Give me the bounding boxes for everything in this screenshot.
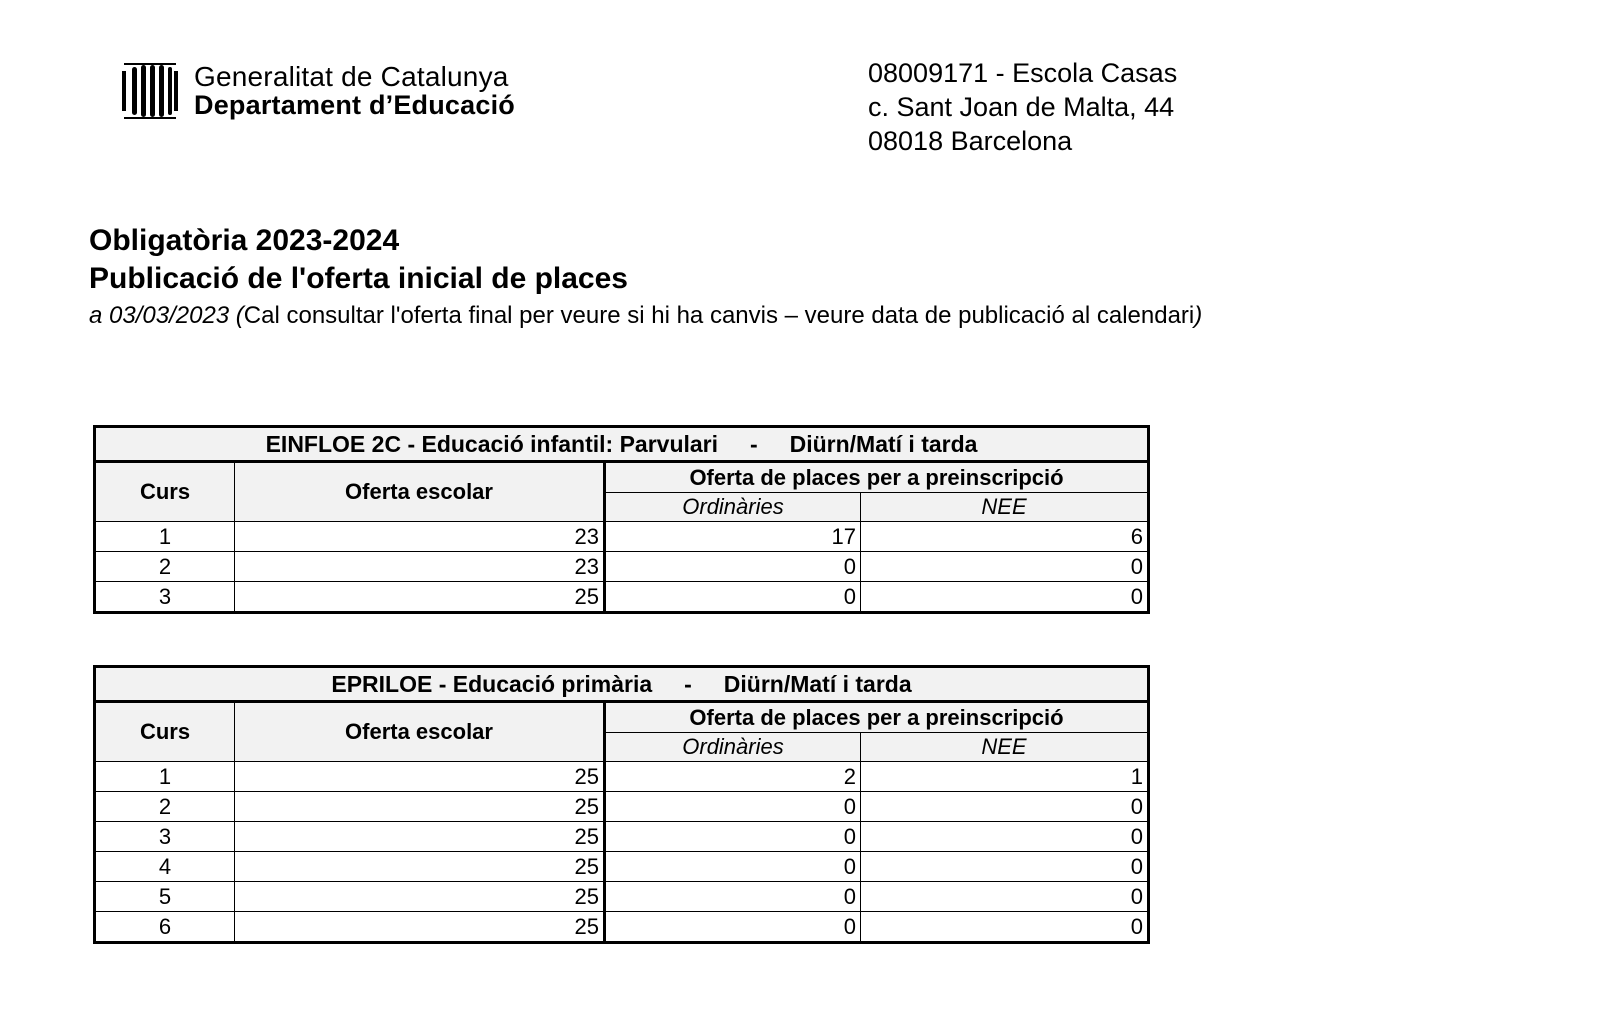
school-street: c. Sant Joan de Malta, 44 — [868, 92, 1175, 122]
table-title — [95, 427, 1149, 462]
table-schedule: Diürn/Matí i tarda — [789, 431, 978, 457]
publication-date: a 03/03/2023 ( — [89, 302, 244, 329]
table-row — [95, 852, 1149, 882]
table-row — [95, 762, 1149, 792]
table-title-text: EPRILOE - Educació primària — [331, 671, 653, 697]
header-ordinaries: Ordinàries — [605, 493, 861, 522]
header-nee: NEE — [861, 733, 1149, 762]
cell-curs: 4 — [95, 852, 235, 882]
logo-line-generalitat: Generalitat de Catalunya — [194, 60, 509, 92]
table-title-separator: - — [749, 431, 758, 457]
cell-ordinaries: 0 — [605, 822, 861, 852]
cell-ordinaries: 0 — [605, 852, 861, 882]
cell-ordinaries: 2 — [605, 762, 861, 792]
cell-oferta: 25 — [235, 882, 605, 912]
offer-table-primaria — [93, 665, 1150, 944]
header-nee: NEE — [861, 493, 1149, 522]
cell-nee: 0 — [861, 552, 1149, 582]
table-row — [95, 582, 1149, 613]
header-oferta-escolar: Oferta escolar — [235, 462, 605, 522]
cell-curs: 6 — [95, 912, 235, 943]
cell-oferta: 25 — [235, 852, 605, 882]
school-city: 08018 Barcelona — [868, 126, 1073, 156]
offer-table-infantil — [93, 425, 1150, 614]
cell-curs: 3 — [95, 822, 235, 852]
cell-oferta: 25 — [235, 822, 605, 852]
cell-ordinaries: 0 — [605, 552, 861, 582]
header-curs: Curs — [95, 702, 235, 762]
header-curs: Curs — [95, 462, 235, 522]
cell-ordinaries: 0 — [605, 912, 861, 943]
header-oferta-places: Oferta de places per a preinscripció — [605, 702, 1149, 733]
cell-curs: 3 — [95, 582, 235, 613]
cell-curs: 2 — [95, 792, 235, 822]
header-oferta-escolar: Oferta escolar — [235, 702, 605, 762]
cell-oferta: 25 — [235, 582, 605, 613]
table-row — [95, 792, 1149, 822]
school-name: 08009171 - Escola Casas — [868, 58, 1178, 88]
table-row — [95, 912, 1149, 943]
cell-oferta: 25 — [235, 792, 605, 822]
cell-ordinaries: 0 — [605, 882, 861, 912]
publication-note-text: Cal consultar l'oferta final per veure si hi ha canvis – veure data de publicació al calendari — [243, 302, 1195, 329]
cell-curs: 2 — [95, 552, 235, 582]
cell-curs: 1 — [95, 522, 235, 552]
cell-oferta: 23 — [235, 522, 605, 552]
senyera-emblem-icon — [120, 61, 180, 121]
cell-ordinaries: 17 — [605, 522, 861, 552]
page-subtitle: Publicació de l'oferta inicial de places — [89, 262, 628, 295]
header-ordinaries: Ordinàries — [605, 733, 861, 762]
cell-nee: 0 — [861, 792, 1149, 822]
table-title-separator: - — [684, 671, 692, 697]
document-headings — [89, 222, 1202, 332]
cell-oferta: 25 — [235, 762, 605, 792]
cell-oferta: 25 — [235, 912, 605, 943]
cell-nee: 0 — [861, 882, 1149, 912]
publication-note-close: ) — [1194, 302, 1203, 329]
table-title — [95, 667, 1149, 702]
cell-nee: 1 — [861, 762, 1149, 792]
table-schedule: Diürn/Matí i tarda — [723, 671, 912, 697]
page-title: Obligatòria 2023-2024 — [89, 224, 400, 257]
cell-nee: 0 — [861, 912, 1149, 943]
cell-curs: 1 — [95, 762, 235, 792]
logo-line-departament: Departament d’Educació — [194, 89, 515, 120]
table-row — [95, 522, 1149, 552]
cell-nee: 0 — [861, 822, 1149, 852]
header-oferta-places: Oferta de places per a preinscripció — [605, 462, 1149, 493]
generalitat-logo — [120, 61, 515, 121]
cell-oferta: 23 — [235, 552, 605, 582]
table-row — [95, 552, 1149, 582]
table-title-text: EINFLOE 2C - Educació infantil: Parvulari — [265, 431, 719, 457]
table-row — [95, 822, 1149, 852]
publication-note — [89, 300, 1202, 332]
cell-curs: 5 — [95, 882, 235, 912]
school-address — [868, 56, 1177, 158]
cell-ordinaries: 0 — [605, 792, 861, 822]
cell-nee: 6 — [861, 522, 1149, 552]
cell-nee: 0 — [861, 852, 1149, 882]
cell-ordinaries: 0 — [605, 582, 861, 613]
cell-nee: 0 — [861, 582, 1149, 613]
table-row — [95, 882, 1149, 912]
